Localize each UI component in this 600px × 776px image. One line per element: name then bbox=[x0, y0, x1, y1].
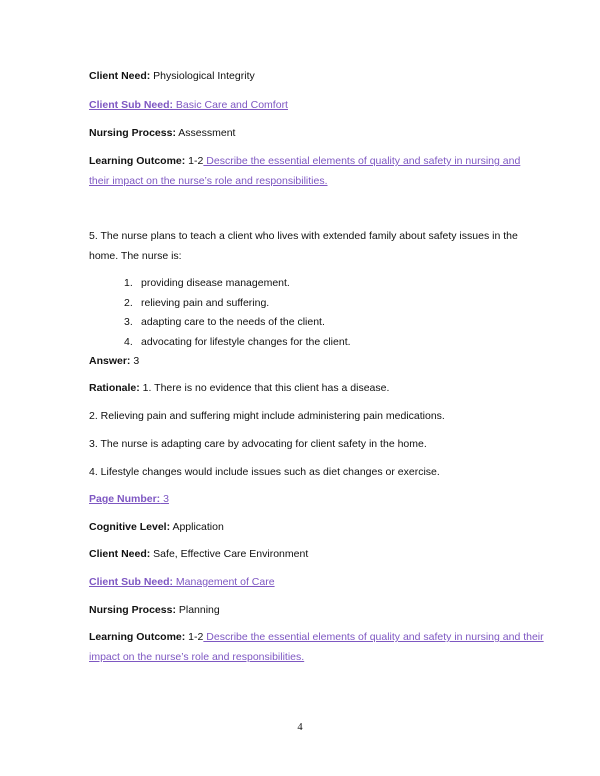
client-need-label-2: Client Need: bbox=[89, 548, 151, 560]
cognitive-level-label: Cognitive Level: bbox=[89, 521, 171, 533]
client-need-value-2: Safe, Effective Care Environment bbox=[150, 548, 309, 560]
option-text: adapting care to the needs of the client. bbox=[141, 316, 325, 328]
rationale-label: Rationale: bbox=[89, 382, 140, 394]
nursing-process-value-2: Planning bbox=[175, 604, 220, 616]
client-sub-need-line[interactable] bbox=[89, 98, 288, 112]
learning-outcome-label: Learning Outcome: bbox=[89, 155, 186, 167]
client-sub-need-value-2[interactable]: Management of Care bbox=[173, 576, 275, 588]
nursing-process-label: Nursing Process: bbox=[89, 127, 176, 139]
page-number-footer: 4 bbox=[297, 722, 303, 733]
client-sub-need-value[interactable]: Basic Care and Comfort bbox=[173, 99, 288, 111]
option-number: 4. bbox=[124, 336, 133, 348]
client-sub-need-line-2[interactable] bbox=[89, 575, 275, 589]
rationale-1: 1. There is no evidence that this client has a disease. bbox=[139, 382, 390, 394]
page-number-line[interactable] bbox=[89, 492, 169, 506]
option-text: providing disease management. bbox=[141, 277, 290, 289]
rationale-4: 4. Lifestyle changes would include issues such as diet changes or exercise. bbox=[89, 466, 440, 478]
client-sub-need-label[interactable]: Client Sub Need: bbox=[89, 99, 174, 111]
rationale-3: 3. The nurse is adapting care by advocating for client safety in the home. bbox=[89, 438, 427, 450]
rationale-2: 2. Relieving pain and suffering might include administering pain medications. bbox=[89, 410, 445, 422]
rationale-line bbox=[89, 381, 389, 395]
nursing-process-line-2 bbox=[89, 603, 220, 617]
option-text: advocating for lifestyle changes for the client. bbox=[141, 336, 351, 348]
question-text-2 bbox=[89, 249, 182, 263]
question-text bbox=[89, 229, 518, 243]
option-number: 1. bbox=[124, 277, 133, 289]
option-text: relieving pain and suffering. bbox=[141, 297, 270, 309]
question-text-line-2: home. The nurse is: bbox=[89, 250, 182, 262]
learning-outcome-link[interactable]: Describe the essential elements of quality and safety in nursing and bbox=[203, 155, 521, 167]
client-need-value: Physiological Integrity bbox=[150, 70, 255, 82]
page-number-label[interactable]: Page Number: bbox=[89, 493, 161, 505]
option-number: 2. bbox=[124, 297, 133, 309]
client-need-line bbox=[89, 69, 255, 83]
client-need-line-2 bbox=[89, 547, 308, 561]
client-sub-need-label-2[interactable]: Client Sub Need: bbox=[89, 576, 174, 588]
option-number: 3. bbox=[124, 316, 133, 328]
cognitive-level-line bbox=[89, 520, 224, 534]
learning-outcome-code: 1-2 bbox=[185, 155, 204, 167]
learning-outcome-line-b2-2[interactable] bbox=[89, 650, 304, 664]
answer-value: 3 bbox=[130, 355, 140, 367]
learning-outcome-line bbox=[89, 154, 520, 168]
learning-outcome-link-2-continued[interactable]: impact on the nurse’s role and responsibilities. bbox=[89, 651, 305, 663]
page-number-value[interactable]: 3 bbox=[160, 493, 169, 505]
nursing-process-label-2: Nursing Process: bbox=[89, 604, 176, 616]
learning-outcome-label-2: Learning Outcome: bbox=[89, 631, 186, 643]
question-text-line-1: 5. The nurse plans to teach a client who lives with extended family about safety issues in the bbox=[89, 230, 518, 242]
nursing-process-line bbox=[89, 126, 235, 140]
cognitive-level-value: Application bbox=[170, 521, 224, 533]
nursing-process-value: Assessment bbox=[175, 127, 236, 139]
client-need-label: Client Need: bbox=[89, 70, 151, 82]
answer-line bbox=[89, 354, 139, 368]
learning-outcome-line-2[interactable] bbox=[89, 174, 328, 188]
learning-outcome-link-2[interactable]: Describe the essential elements of quality and safety in nursing and their bbox=[203, 631, 544, 643]
learning-outcome-code-2: 1-2 bbox=[185, 631, 204, 643]
learning-outcome-link-continued[interactable]: their impact on the nurse’s role and responsibilities. bbox=[89, 175, 328, 187]
answer-label: Answer: bbox=[89, 355, 131, 367]
learning-outcome-line-b2 bbox=[89, 630, 544, 644]
